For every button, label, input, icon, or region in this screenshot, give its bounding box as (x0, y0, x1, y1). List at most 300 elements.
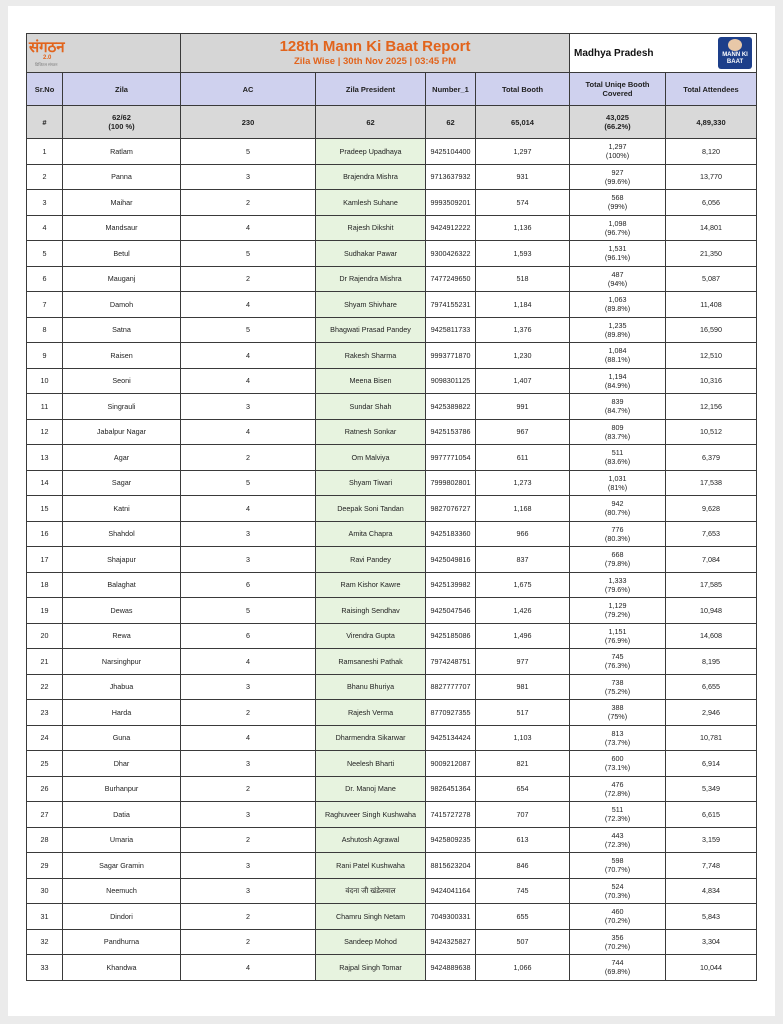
cell-sr: 30 (27, 878, 63, 904)
cell-number: 9425153786 (426, 419, 476, 445)
table-row (27, 725, 757, 751)
cell-president: Deepak Soni Tandan (316, 496, 426, 522)
cell-covered: 388 (75%) (570, 700, 666, 726)
cell-zila: Harda (63, 700, 181, 726)
cell-number: 7974155231 (426, 292, 476, 318)
cell-number: 9424041164 (426, 878, 476, 904)
cell-sr: 21 (27, 649, 63, 675)
cell-number: 9425389822 (426, 394, 476, 420)
cell-total-booth: 837 (476, 547, 570, 573)
cell-covered: 511 (83.6%) (570, 445, 666, 471)
table-row (27, 470, 757, 496)
cell-ac: 4 (181, 649, 316, 675)
cell-attendees: 12,156 (666, 394, 757, 420)
cell-ac: 3 (181, 521, 316, 547)
cell-sr: 11 (27, 394, 63, 420)
cell-zila: Seoni (63, 368, 181, 394)
cell-president: Raisingh Sendhav (316, 598, 426, 624)
table-row (27, 215, 757, 241)
cell-zila: Dindori (63, 904, 181, 930)
cell-president: Ram Kishor Kawre (316, 572, 426, 598)
cell-president: Neelesh Bharti (316, 751, 426, 777)
cell-zila: Shajapur (63, 547, 181, 573)
cell-total-booth: 1,103 (476, 725, 570, 751)
cell-covered: 745 (76.3%) (570, 649, 666, 675)
cell-zila: Sagar (63, 470, 181, 496)
cell-president: Raghuveer Singh Kushwaha (316, 802, 426, 828)
cell-total-booth: 967 (476, 419, 570, 445)
table-row (27, 598, 757, 624)
cell-ac: 5 (181, 241, 316, 267)
cell-covered: 809 (83.7%) (570, 419, 666, 445)
cell-president: Pradeep Upadhaya (316, 139, 426, 165)
portrait-icon (728, 39, 742, 51)
cell-number: 9977771054 (426, 445, 476, 471)
cell-sr: 22 (27, 674, 63, 700)
logo (27, 34, 181, 73)
cell-president: Ravi Pandey (316, 547, 426, 573)
cell-zila: Burhanpur (63, 776, 181, 802)
cell-number: 9826451364 (426, 776, 476, 802)
table-row (27, 496, 757, 522)
state-name: Madhya Pradesh (574, 47, 654, 59)
cell-total-booth: 507 (476, 929, 570, 955)
cell-total-booth: 981 (476, 674, 570, 700)
cell-covered: 1,531 (96.1%) (570, 241, 666, 267)
cell-attendees: 10,512 (666, 419, 757, 445)
cell-attendees: 10,948 (666, 598, 757, 624)
cell-zila: Raisen (63, 343, 181, 369)
cell-total-booth: 707 (476, 802, 570, 828)
cell-number: 9425809235 (426, 827, 476, 853)
cell-attendees: 16,590 (666, 317, 757, 343)
cell-president: Sandeep Mohod (316, 929, 426, 955)
cell-zila: Narsinghpur (63, 649, 181, 675)
cell-ac: 4 (181, 343, 316, 369)
cell-president: Sundar Shah (316, 394, 426, 420)
cell-president: Ratnesh Sonkar (316, 419, 426, 445)
cell-attendees: 14,801 (666, 215, 757, 241)
table-row (27, 878, 757, 904)
cell-ac: 4 (181, 368, 316, 394)
cell-ac: 2 (181, 266, 316, 292)
cell-attendees: 8,195 (666, 649, 757, 675)
cell-zila: Dewas (63, 598, 181, 624)
cell-zila: Katni (63, 496, 181, 522)
cell-covered: 813 (73.7%) (570, 725, 666, 751)
cell-covered: 927 (99.6%) (570, 164, 666, 190)
cell-covered: 511 (72.3%) (570, 802, 666, 828)
cell-ac: 3 (181, 547, 316, 573)
table-body (27, 139, 757, 981)
cell-ac: 3 (181, 674, 316, 700)
table-row (27, 266, 757, 292)
cell-president: Sudhakar Pawar (316, 241, 426, 267)
cell-covered: 356 (70.2%) (570, 929, 666, 955)
table-row (27, 317, 757, 343)
cell-number: 9300426322 (426, 241, 476, 267)
cell-attendees: 10,781 (666, 725, 757, 751)
cell-zila: Panna (63, 164, 181, 190)
cell-attendees: 10,044 (666, 955, 757, 981)
cell-ac: 2 (181, 700, 316, 726)
cell-ac: 2 (181, 776, 316, 802)
cell-ac: 4 (181, 215, 316, 241)
cell-total-booth: 517 (476, 700, 570, 726)
report-header (27, 34, 757, 73)
cell-ac: 5 (181, 598, 316, 624)
cell-attendees: 5,349 (666, 776, 757, 802)
cell-zila: Shahdol (63, 521, 181, 547)
cell-zila: Jabalpur Nagar (63, 419, 181, 445)
cell-covered: 443 (72.3%) (570, 827, 666, 853)
cell-number: 7049300331 (426, 904, 476, 930)
cell-attendees: 7,653 (666, 521, 757, 547)
cell-total-booth: 574 (476, 190, 570, 216)
cell-covered: 1,098 (96.7%) (570, 215, 666, 241)
report-title-cell (181, 34, 570, 73)
cell-sr: 28 (27, 827, 63, 853)
table-row (27, 649, 757, 675)
cell-attendees: 3,159 (666, 827, 757, 853)
cell-sr: 12 (27, 419, 63, 445)
cell-number: 7477249650 (426, 266, 476, 292)
cell-ac: 4 (181, 292, 316, 318)
col-sr: Sr.No (27, 73, 63, 106)
cell-attendees: 7,748 (666, 853, 757, 879)
cell-number: 9425134424 (426, 725, 476, 751)
cell-total-booth: 966 (476, 521, 570, 547)
cell-covered: 738 (75.2%) (570, 674, 666, 700)
cell-total-booth: 1,273 (476, 470, 570, 496)
summary-attendees: 4,89,330 (666, 106, 757, 139)
cell-total-booth: 1,593 (476, 241, 570, 267)
table-row (27, 853, 757, 879)
table-row (27, 139, 757, 165)
summary-ac: 230 (181, 106, 316, 139)
cell-covered: 1,194 (84.9%) (570, 368, 666, 394)
cell-zila: Mandsaur (63, 215, 181, 241)
cell-sr: 6 (27, 266, 63, 292)
cell-covered: 1,235 (89.8%) (570, 317, 666, 343)
cell-attendees: 9,628 (666, 496, 757, 522)
cell-sr: 3 (27, 190, 63, 216)
cell-zila: Neemuch (63, 878, 181, 904)
cell-attendees: 8,120 (666, 139, 757, 165)
cell-number: 7974248751 (426, 649, 476, 675)
cell-sr: 2 (27, 164, 63, 190)
cell-covered: 668 (79.8%) (570, 547, 666, 573)
table-row (27, 802, 757, 828)
cell-ac: 4 (181, 419, 316, 445)
col-covered: Total Uniqe Booth Covered (570, 73, 666, 106)
logo-text: संगठन (29, 37, 65, 56)
cell-president: Ramsaneshi Pathak (316, 649, 426, 675)
cell-president: Shyam Shivhare (316, 292, 426, 318)
cell-sr: 4 (27, 215, 63, 241)
col-zila: Zila (63, 73, 181, 106)
report-subtitle: Zila Wise | 30th Nov 2025 | 03:45 PM (293, 56, 457, 67)
col-attendees: Total Attendees (666, 73, 757, 106)
cell-zila: Pandhurna (63, 929, 181, 955)
cell-ac: 2 (181, 827, 316, 853)
cell-number: 9993509201 (426, 190, 476, 216)
col-total-booth: Total Booth (476, 73, 570, 106)
cell-sr: 18 (27, 572, 63, 598)
table-row (27, 445, 757, 471)
cell-number: 9424325827 (426, 929, 476, 955)
cell-ac: 3 (181, 853, 316, 879)
cell-number: 9009212087 (426, 751, 476, 777)
cell-number: 8815623204 (426, 853, 476, 879)
cell-sr: 33 (27, 955, 63, 981)
cell-president: Bhagwati Prasad Pandey (316, 317, 426, 343)
cell-attendees: 12,510 (666, 343, 757, 369)
cell-covered: 1,031 (81%) (570, 470, 666, 496)
cell-total-booth: 518 (476, 266, 570, 292)
cell-attendees: 6,914 (666, 751, 757, 777)
logo-tagline: डिजिटल संगठन (35, 61, 58, 67)
cell-covered: 1,084 (88.1%) (570, 343, 666, 369)
cell-president: Dharmendra Sikarwar (316, 725, 426, 751)
column-headers (27, 73, 757, 106)
cell-attendees: 6,615 (666, 802, 757, 828)
cell-total-booth: 1,675 (476, 572, 570, 598)
cell-attendees: 13,770 (666, 164, 757, 190)
cell-total-booth: 846 (476, 853, 570, 879)
cell-attendees: 5,087 (666, 266, 757, 292)
cell-covered: 476 (72.8%) (570, 776, 666, 802)
table-row (27, 623, 757, 649)
cell-number: 9713637932 (426, 164, 476, 190)
cell-covered: 487 (94%) (570, 266, 666, 292)
cell-total-booth: 1,168 (476, 496, 570, 522)
mann-ki-baat-logo-text: MANN KI BAAT (722, 52, 748, 65)
cell-sr: 16 (27, 521, 63, 547)
cell-number: 8827777707 (426, 674, 476, 700)
cell-ac: 3 (181, 751, 316, 777)
cell-sr: 1 (27, 139, 63, 165)
cell-attendees: 5,843 (666, 904, 757, 930)
report-title: 128th Mann Ki Baat Report (279, 38, 471, 55)
cell-sr: 20 (27, 623, 63, 649)
table-row (27, 929, 757, 955)
cell-president: वंदना जी खंडेलवाल (316, 878, 426, 904)
table-row (27, 292, 757, 318)
cell-zila: Damoh (63, 292, 181, 318)
cell-number: 9425049816 (426, 547, 476, 573)
cell-number: 7415727278 (426, 802, 476, 828)
mann-ki-baat-logo (718, 37, 752, 69)
table-row (27, 700, 757, 726)
cell-attendees: 6,655 (666, 674, 757, 700)
report-table (26, 33, 757, 981)
cell-sr: 13 (27, 445, 63, 471)
table-row (27, 674, 757, 700)
table-row (27, 164, 757, 190)
table-row (27, 751, 757, 777)
cell-ac: 2 (181, 929, 316, 955)
cell-zila: Satna (63, 317, 181, 343)
cell-total-booth: 821 (476, 751, 570, 777)
cell-sr: 32 (27, 929, 63, 955)
cell-attendees: 11,408 (666, 292, 757, 318)
cell-covered: 524 (70.3%) (570, 878, 666, 904)
cell-number: 9993771870 (426, 343, 476, 369)
summary-president: 62 (316, 106, 426, 139)
cell-ac: 4 (181, 496, 316, 522)
cell-number: 9425047546 (426, 598, 476, 624)
table-row (27, 572, 757, 598)
logo-version: 2.0 (43, 54, 52, 61)
cell-covered: 744 (69.8%) (570, 955, 666, 981)
cell-number: 9827076727 (426, 496, 476, 522)
cell-number: 8770927355 (426, 700, 476, 726)
cell-ac: 4 (181, 725, 316, 751)
cell-total-booth: 1,184 (476, 292, 570, 318)
col-number: Number_1 (426, 73, 476, 106)
cell-attendees: 10,316 (666, 368, 757, 394)
cell-number: 9424912222 (426, 215, 476, 241)
cell-covered: 1,151 (76.9%) (570, 623, 666, 649)
table-row (27, 955, 757, 981)
cell-president: Dr. Manoj Mane (316, 776, 426, 802)
cell-attendees: 6,056 (666, 190, 757, 216)
cell-sr: 29 (27, 853, 63, 879)
cell-sr: 24 (27, 725, 63, 751)
cell-president: Rajpal Singh Tomar (316, 955, 426, 981)
cell-president: Bhanu Bhuriya (316, 674, 426, 700)
cell-total-booth: 1,136 (476, 215, 570, 241)
cell-total-booth: 745 (476, 878, 570, 904)
cell-zila: Betul (63, 241, 181, 267)
cell-covered: 598 (70.7%) (570, 853, 666, 879)
table-row (27, 827, 757, 853)
cell-sr: 17 (27, 547, 63, 573)
cell-number: 9425183360 (426, 521, 476, 547)
cell-sr: 8 (27, 317, 63, 343)
cell-president: Rani Patel Kushwaha (316, 853, 426, 879)
cell-ac: 6 (181, 572, 316, 598)
cell-sr: 5 (27, 241, 63, 267)
cell-zila: Balaghat (63, 572, 181, 598)
cell-number: 9425185086 (426, 623, 476, 649)
cell-president: Rajesh Dikshit (316, 215, 426, 241)
table-row (27, 547, 757, 573)
cell-covered: 460 (70.2%) (570, 904, 666, 930)
cell-sr: 26 (27, 776, 63, 802)
cell-zila: Khandwa (63, 955, 181, 981)
cell-zila: Guna (63, 725, 181, 751)
cell-sr: 15 (27, 496, 63, 522)
cell-ac: 2 (181, 190, 316, 216)
cell-total-booth: 1,376 (476, 317, 570, 343)
cell-zila: Ratlam (63, 139, 181, 165)
cell-president: Brajendra Mishra (316, 164, 426, 190)
cell-ac: 3 (181, 802, 316, 828)
summary-covered: 43,025 (66.2%) (570, 106, 666, 139)
table-row (27, 190, 757, 216)
cell-ac: 5 (181, 139, 316, 165)
cell-total-booth: 1,496 (476, 623, 570, 649)
cell-attendees: 4,834 (666, 878, 757, 904)
cell-total-booth: 655 (476, 904, 570, 930)
table-row (27, 343, 757, 369)
col-ac: AC (181, 73, 316, 106)
cell-number: 9425104400 (426, 139, 476, 165)
cell-president: Ashutosh Agrawal (316, 827, 426, 853)
cell-zila: Umaria (63, 827, 181, 853)
table-row (27, 419, 757, 445)
table-row (27, 521, 757, 547)
cell-total-booth: 1,297 (476, 139, 570, 165)
cell-zila: Maihar (63, 190, 181, 216)
cell-total-booth: 1,426 (476, 598, 570, 624)
cell-sr: 7 (27, 292, 63, 318)
cell-zila: Mauganj (63, 266, 181, 292)
cell-ac: 3 (181, 878, 316, 904)
cell-president: Rajesh Verma (316, 700, 426, 726)
cell-zila: Sagar Gramin (63, 853, 181, 879)
cell-president: Dr Rajendra Mishra (316, 266, 426, 292)
table-row (27, 776, 757, 802)
cell-sr: 31 (27, 904, 63, 930)
table-row (27, 368, 757, 394)
cell-president: Om Malviya (316, 445, 426, 471)
cell-sr: 27 (27, 802, 63, 828)
cell-ac: 2 (181, 445, 316, 471)
cell-ac: 5 (181, 317, 316, 343)
cell-covered: 1,129 (79.2%) (570, 598, 666, 624)
cell-president: Chamru Singh Netam (316, 904, 426, 930)
cell-total-booth: 1,407 (476, 368, 570, 394)
summary-row (27, 106, 757, 139)
cell-zila: Dhar (63, 751, 181, 777)
cell-president: Meena Bisen (316, 368, 426, 394)
cell-ac: 5 (181, 470, 316, 496)
cell-number: 9425139982 (426, 572, 476, 598)
col-president: Zila President (316, 73, 426, 106)
cell-zila: Jhabua (63, 674, 181, 700)
cell-attendees: 21,350 (666, 241, 757, 267)
cell-covered: 1,333 (79.6%) (570, 572, 666, 598)
cell-covered: 600 (73.1%) (570, 751, 666, 777)
cell-sr: 23 (27, 700, 63, 726)
summary-zila: 62/62 (100 %) (63, 106, 181, 139)
cell-number: 7999802801 (426, 470, 476, 496)
cell-number: 9424889638 (426, 955, 476, 981)
cell-president: Shyam Tiwari (316, 470, 426, 496)
cell-covered: 1,297 (100%) (570, 139, 666, 165)
cell-total-booth: 931 (476, 164, 570, 190)
cell-sr: 9 (27, 343, 63, 369)
cell-zila: Datia (63, 802, 181, 828)
cell-number: 9098301125 (426, 368, 476, 394)
cell-total-booth: 1,066 (476, 955, 570, 981)
cell-attendees: 17,538 (666, 470, 757, 496)
cell-covered: 1,063 (89.8%) (570, 292, 666, 318)
summary-sr: # (27, 106, 63, 139)
cell-ac: 2 (181, 904, 316, 930)
cell-ac: 3 (181, 394, 316, 420)
cell-total-booth: 613 (476, 827, 570, 853)
cell-sr: 14 (27, 470, 63, 496)
cell-attendees: 3,304 (666, 929, 757, 955)
cell-attendees: 14,608 (666, 623, 757, 649)
cell-total-booth: 1,230 (476, 343, 570, 369)
cell-zila: Agar (63, 445, 181, 471)
table-row (27, 241, 757, 267)
